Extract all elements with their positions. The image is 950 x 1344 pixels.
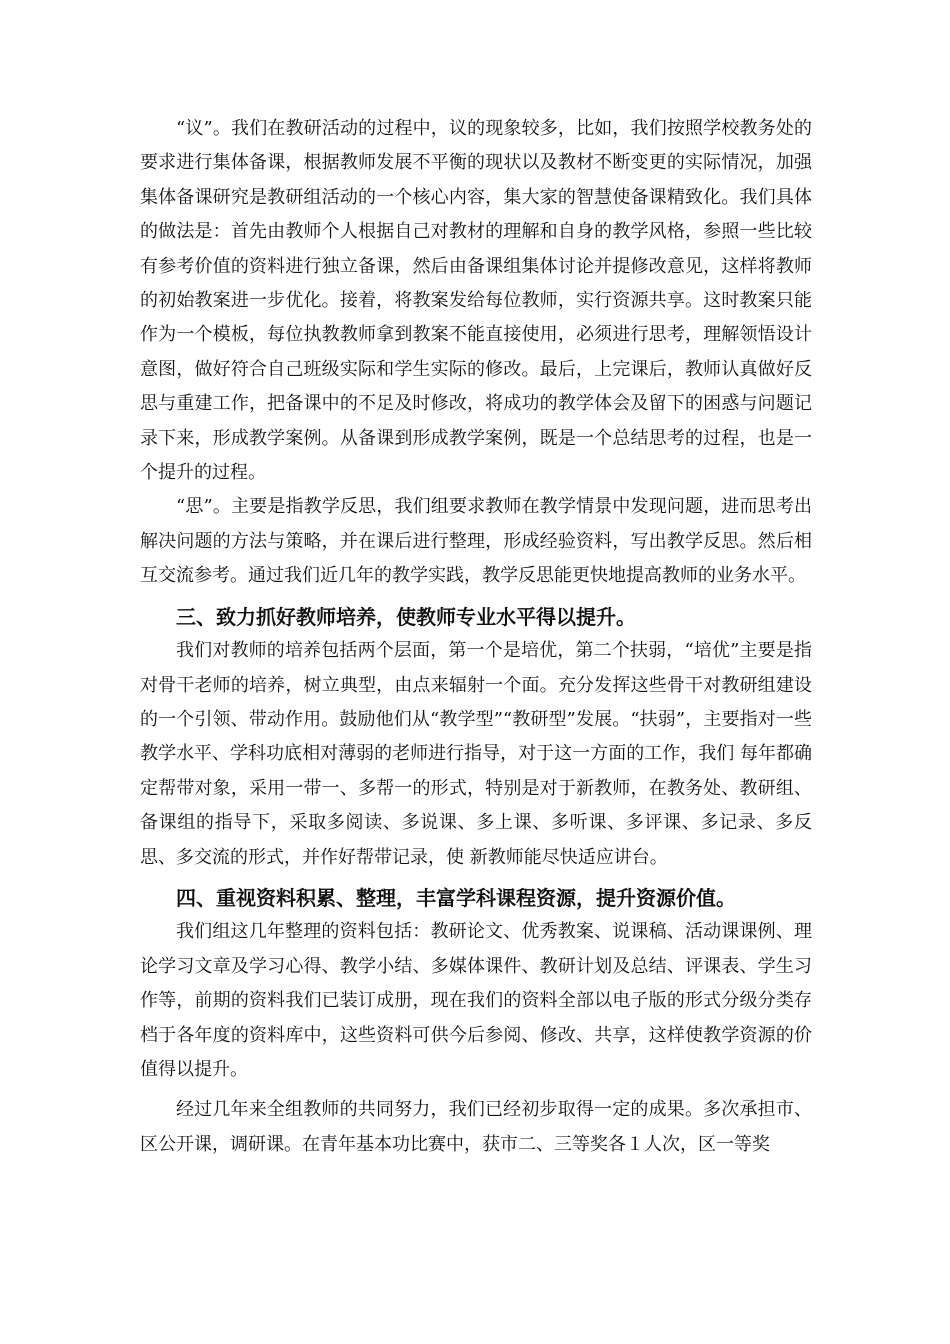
section-heading-4: 四、重视资料积累、整理，丰富学科课程资源，提升资源价值。 [176,885,736,910]
paragraph-reflection: “思”。主要是指教学反思，我们组要求教师在教学情景中发现问题，进而思考出解决问题的方法与策略，并在课后进行整理，形成经验资料，写出教学反思。然后相互交流参考。通过我们近几年的教学实践，教学反思能更快地提高教师的业务水平。 [140,496,812,587]
paragraph-discussion: “议”。我们在教研活动的过程中，议的现象较多，比如，我们按照学校教务处的要求进行集体备课，根据教师发展不平衡的现状以及教材不断变更的实际情况，加强集体备课研究是教研组活动的一个核心内容，集大家的智慧使备课精致化。我们具体的做法是：首先由教师个人根据自己对教材的理解和自身的教学风格，参照一些比较有参考价值的资料进行独立备课，然后由备课组集体讨论并提修改意见，这样将教师的初始教案进一步优化。接着，将教案发给每位教师，实行资源共享。这时教案只能作为一个模板，每位执教教师拿到教案不能直接使用，必须进行思考，理解领悟设计意图，做好符合自己班级实际和学生实际的修改。最后，上完课后，教师认真做好反思与重建工作，把备课中的不足及时修改，将成功的教学体会及留下的困惑与问题记录下来，形成教学案例。从备课到形成教学案例，既是一个总结思考的过程，也是一个提升的过程。 [140,118,812,484]
paragraph-teacher-training: 我们对教师的培养包括两个层面，第一个是培优，第二个扶弱，“培优”主要是指对骨干老师的培养，树立典型，由点来辐射一个面。充分发挥这些骨干对教研组建设的一个引领、带动作用。鼓励他们从“教学型”“教研型”发展。“扶弱”，主要指对一些教学水平、学科功底相对薄弱的老师进行指导，对于这一方面的工作，我们 每年都确定帮带对象，采用一带一、多帮一的形式，特别是对于新教师，在教务处、教研组、备课组的指导下，采取多阅读、多说课、多上课、多听课、多评课、多记录、多反思、多交流的形式，并作好帮带记录，使 新教师能尽快适应讲台。 [140,640,812,868]
paragraph-resources: 我们组这几年整理的资料包括：教研论文、优秀教案、说课稿、活动课课例、理论学习文章及学习心得、教学小结、多媒体课件、教研计划及总结、评课表、学生习作等，前期的资料我们已装订成册，现在我们的资料全部以电子版的形式分级分类存档于各年度的资料库中，这些资料可供今后参阅、修改、共享，这样使教学资源的价值得以提升。 [140,921,812,1080]
paragraph-results: 经过几年来全组教师的共同努力，我们已经初步取得一定的成果。多次承担市、区公开课，调研课。在青年基本功比赛中，获市二、三等奖各１人次，区一等奖 [140,1099,812,1155]
document-page [140,112,812,1162]
section-heading-3: 三、致力抓好教师培养，使教师专业水平得以提升。 [176,604,636,629]
